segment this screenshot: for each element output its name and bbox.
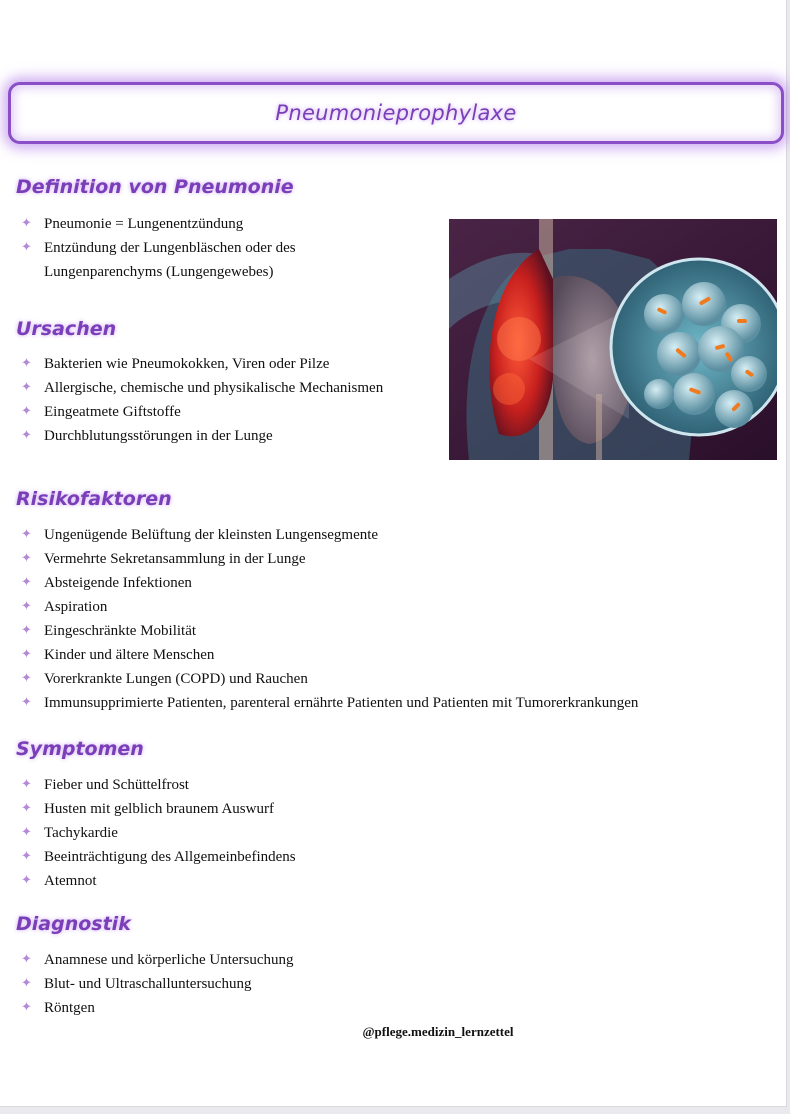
bullet-icon bbox=[18, 773, 44, 797]
heading-symptome: Symptomen bbox=[16, 738, 144, 760]
list-item: ✦ Durchblutungsstörungen in der Lunge bbox=[18, 424, 383, 448]
list-item: ✦ Immunsupprimierte Patienten, parenteral ernährte Patienten und Patienten mit Tumorerkrankungen bbox=[18, 691, 638, 715]
list-item: ✦ Blut- und Ultraschalluntersuchung bbox=[18, 972, 294, 996]
page-title: Pneumonieprophylaxe bbox=[275, 101, 517, 125]
bullet-icon bbox=[18, 797, 44, 821]
bullet-icon bbox=[18, 845, 44, 869]
bullet-icon bbox=[18, 643, 44, 667]
list-item: ✦ Beeinträchtigung des Allgemeinbefindens bbox=[18, 845, 296, 869]
list-symptome bbox=[18, 773, 296, 893]
list-item: ✦ Pneumonie = Lungenentzündung bbox=[18, 212, 428, 236]
bullet-icon bbox=[18, 691, 44, 715]
list-item: ✦ Vorerkrankte Lungen (COPD) und Rauchen bbox=[18, 667, 638, 691]
bullet-icon bbox=[18, 869, 44, 893]
bullet-icon bbox=[18, 972, 44, 996]
list-item: ✦ Husten mit gelblich braunem Auswurf bbox=[18, 797, 296, 821]
bullet-icon bbox=[18, 376, 44, 400]
bullet-icon bbox=[18, 236, 44, 260]
list-item: ✦ Allergische, chemische und physikalische Mechanismen bbox=[18, 376, 383, 400]
heading-definition: Definition von Pneumonie bbox=[16, 176, 294, 198]
bullet-icon bbox=[18, 948, 44, 972]
list-item: ✦ Fieber und Schüttelfrost bbox=[18, 773, 296, 797]
list-risikofaktoren bbox=[18, 523, 638, 715]
title-banner bbox=[8, 82, 784, 144]
bullet-icon bbox=[18, 352, 44, 376]
bullet-icon bbox=[18, 547, 44, 571]
bullet-icon bbox=[18, 400, 44, 424]
bullet-icon bbox=[18, 996, 44, 1020]
bullet-icon bbox=[18, 619, 44, 643]
list-item: ✦ Tachykardie bbox=[18, 821, 296, 845]
list-item: ✦ Atemnot bbox=[18, 869, 296, 893]
heading-ursachen: Ursachen bbox=[16, 318, 117, 340]
list-item: ✦ Eingeschränkte Mobilität bbox=[18, 619, 638, 643]
list-item: ✦ Bakterien wie Pneumokokken, Viren oder Pilze bbox=[18, 352, 383, 376]
list-item: ✦ Aspiration bbox=[18, 595, 638, 619]
list-definition bbox=[18, 212, 428, 284]
list-ursachen bbox=[18, 352, 383, 448]
list-diagnostik bbox=[18, 948, 294, 1020]
footer-handle: @pflege.medizin_lernzettel bbox=[362, 1024, 514, 1039]
list-item: ✦ Röntgen bbox=[18, 996, 294, 1020]
bullet-icon bbox=[18, 212, 44, 236]
list-item: ✦ Anamnese und körperliche Untersuchung bbox=[18, 948, 294, 972]
list-item: ✦ Vermehrte Sekretansammlung in der Lunge bbox=[18, 547, 638, 571]
bullet-icon bbox=[18, 571, 44, 595]
heading-diagnostik: Diagnostik bbox=[16, 913, 131, 935]
bullet-icon bbox=[18, 595, 44, 619]
heading-risikofaktoren: Risikofaktoren bbox=[16, 488, 172, 510]
bullet-icon bbox=[18, 667, 44, 691]
bullet-icon bbox=[18, 523, 44, 547]
list-item: ✦ Kinder und ältere Menschen bbox=[18, 643, 638, 667]
list-item: ✦ Ungenügende Belüftung der kleinsten Lungensegmente bbox=[18, 523, 638, 547]
list-item: ✦ Entzündung der Lungenbläschen oder des Lungenparenchyms (Lungengewebes) bbox=[18, 236, 428, 284]
list-item: ✦ Absteigende Infektionen bbox=[18, 571, 638, 595]
bullet-icon bbox=[18, 821, 44, 845]
bullet-icon bbox=[18, 424, 44, 448]
lung-infection-illustration bbox=[449, 219, 777, 460]
list-item: ✦ Eingeatmete Giftstoffe bbox=[18, 400, 383, 424]
